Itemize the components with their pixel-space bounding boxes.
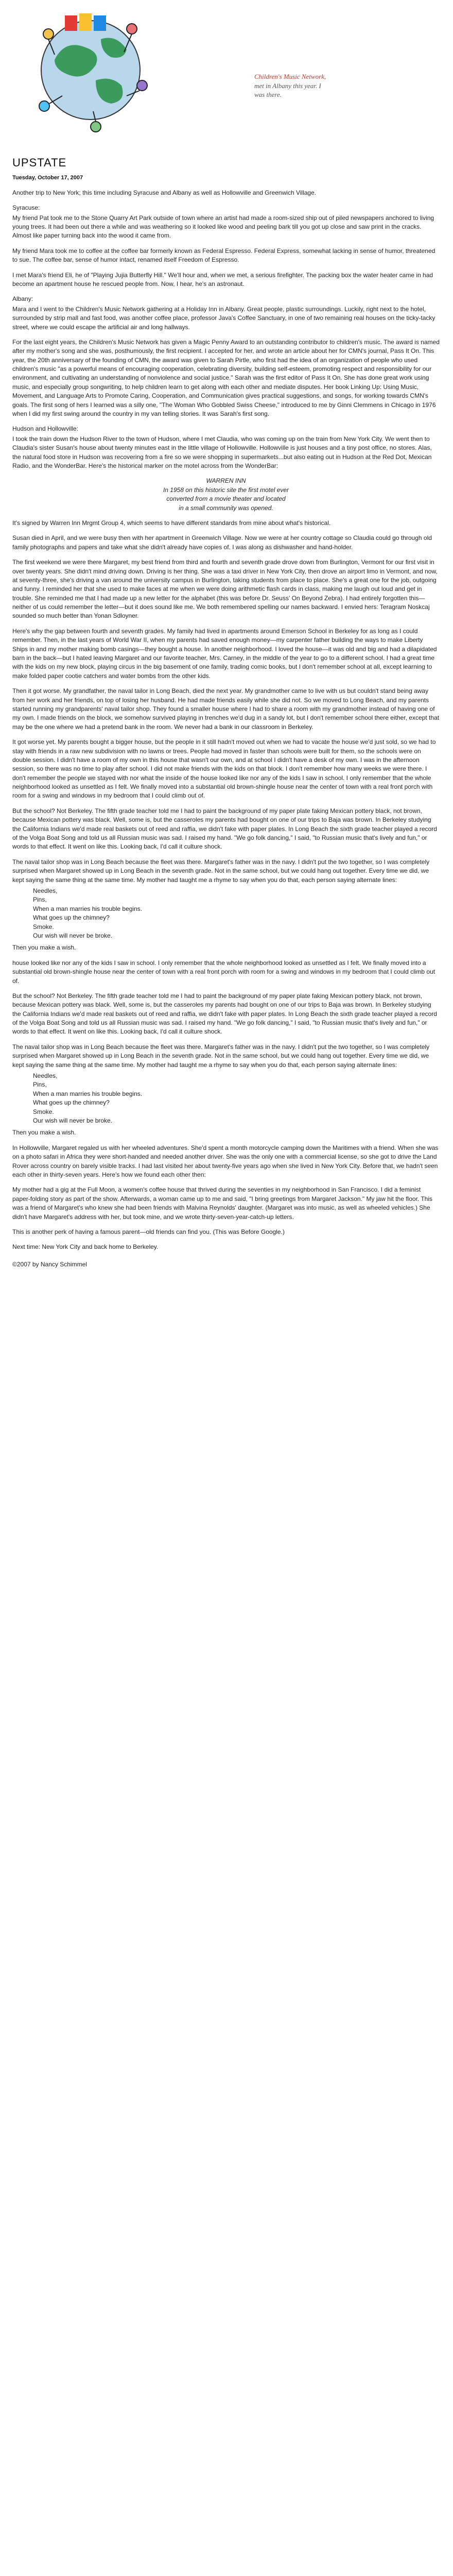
rhyme-line: Our wish will never be broke. <box>33 1116 113 1124</box>
marker-line: In 1958 on this historic site the first motel ever <box>163 486 289 494</box>
paragraph: But the school? Not Berkeley. The fifth grade teacher told me I had to paint the background of my paper plate faking Mexican pottery black, not brown, because Mexican pottery was black. Well, some is, but the casseroles my parents had bought on one of our trips to Baja was brown. In Berkeley studying the California Indians we'd made real baskets out of reed and raffia, we didn't fake with paper plates. In Long Beach the sixth grade teacher played a record of the Volga Boat Song and told us all Russian music was sad. I raised my hand. "We go folk dancing," I said, "to Russian music that's lively and fun," or words to that effect. It went on like this. Looking back, I'd call it culture shock. <box>12 992 437 1036</box>
rhyme-line: Smoke. <box>33 923 54 930</box>
marker-line: converted from a movie theater and located <box>166 495 286 503</box>
rhyme-line: Pins, <box>33 1081 47 1089</box>
paragraph: My friend Pat took me to the Stone Quarry Art Park outside of town where an artist had made a room-sized ship out of piled newspapers anchored to living young trees. It had been out there a while and was weathering so it looked like wood and peeling bark till you got up close and saw print in the cracks. Almost like paper turning back into the wood it came from. <box>12 214 434 240</box>
paragraph: The naval tailor shop was in Long Beach because the fleet was there. Margaret's father was in the navy. I didn't put the two together, so I was completely surprised when Margaret showed up in Long Beach in the seventh grade. Not in the same school, but we could hang out together. Every time we did, we kept saying the same thing at the same time. My mother had taught me a rhyme to say when you do that, each person saying alternate lines: <box>12 1043 430 1069</box>
rhyme-line: What goes up the chimney? <box>33 914 110 922</box>
header <box>12 0 441 155</box>
paragraph: The naval tailor shop was in Long Beach because the fleet was there. Margaret's father was in the navy. I didn't put the two together, so I was completely surprised when Margaret showed up in Long Beach in the seventh grade. Not in the same school, but we could hang out together. Every time we did, we kept saying the same thing at the same time. My mother had taught me a rhyme to say when you do that, each person saying alternate lines: <box>12 858 430 884</box>
paragraph: The first weekend we were there Margaret, my best friend from third and fourth and seventh grade drove down from Burlington, Vermont for our first visit in over twenty years. She didn't mind driving down. Driving is her thing. She was a taxi driver in New York City, then drove an airport limo in Vermont, and now, at seventy-three, she's driving a van around the university campus in Burlington, taking students from place to place. She's a great one for the job, outgoing and funny. I reminded her that she used to make faces at me when we were doing arithmetic flash cards in class, making me laugh out loud and get in trouble. She reminded me that I had made up a new letter for the alphabet (this was before Dr. Seuss' On Beyond Zebra). I had entirely forgotten this—neither of us could remember the letter—but it does sound like me. We both remembered spelling our names backward. I envied hers: Teragram Noskcaj sounded so much better than Yonan Sdloyner. <box>12 558 438 620</box>
paragraph: My friend Mara took me to coffee at the coffee bar formerly known as Federal Espresso. Federal Express, somewhat lacking in sense of humor, threatened to sue. The coffee bar, sense of humor intact, renamed itself Freedom of Espresso. <box>12 247 435 264</box>
paragraph: Susan died in April, and we were busy then with her apartment in Greenwich Village. Now we were at her country cottage so Claudia could go through old family photographs and papers and take what she didn't already have copies of. I was along as dishwasher and hand-holder. <box>12 534 432 551</box>
paragraph: It's signed by Warren Inn Mrgmt Group 4, which seems to have different standards from mine about what's historical. <box>12 519 331 527</box>
marker-line: WARREN INN <box>206 477 246 485</box>
rhyme-line: When a man marries his trouble begins. <box>33 1090 143 1097</box>
tagline-line2: met in Albany this year. I was there. <box>254 81 321 99</box>
rhyme-line: Needles, <box>33 1072 58 1080</box>
rhyme-line: When a man marries his trouble begins. <box>33 905 143 912</box>
paragraph: This is another perk of having a famous parent—old friends can find you. (This was Before Google.) <box>12 1228 285 1235</box>
footer <box>12 1260 441 1269</box>
paragraph: Then you make a wish. <box>12 1129 76 1137</box>
paragraph: I met Mara's friend Eli, he of "Playing Jujia Butterfly Hill." We'll hour and, when we met, a serious firefighter. The packing box the water heater came in had become an apartment house he rescued people from. Now, I hear, he's an astronaut. <box>12 271 433 287</box>
rhyme-list <box>33 1072 441 1125</box>
paragraph: My mother had a gig at the Full Moon, a women's coffee house that thrived during the seventies in my neighborhood in San Francisco. I did a feminist paper-folding story as part of the show. Afterwards, a woman came up to me and said, "I bring greetings from Margaret Jackson." My jaw hit the floor. This was a friend of Margaret's who knew she had been friends with Malvina Reynolds' daughter. (Margaret was into music, as well as wheeled vehicles.) She didn't have Margaret's address with her, but took mine, and we wrote thirty-seven-year-catch-up letters. <box>12 1186 433 1221</box>
paragraph: I took the train down the Hudson River to the town of Hudson, where I met Claudia, who was coming up on the train from New York City. We went then to Claudia's sister Susan's house about twenty minutes east in the little village of Hollowville. Hollowville is just houses and a tiny post office, no stores. Alas, the natural food store in Hudson was recovering from a fire so we were shopping in supermarkets...but also eating out in Hudson at the Red Dot, Mexican Radio, and the WonderBar. Here's the historical marker on the motel across from the WonderBar: <box>12 435 432 469</box>
paragraph: In Hollowville, Margaret regaled us with her wheeled adventures. She'd spent a month motorcycle camping down the Maritimes with a friend. When she was on a photo safari in Africa they were short-handed and needed another driver. She was the only one with a commercial license, so she got to drive the Land Rover across country on barely visible tracks. I had last visited her about twenty-five years ago when she lived in New York City. Before that, we hadn't seen each other in thirty-seven years. Here's how we found each other then: <box>12 1144 439 1178</box>
copyright: ©2007 by Nancy Schimmel <box>12 1260 87 1268</box>
rhyme-line: What goes up the chimney? <box>33 1099 110 1107</box>
section-heading-albany: Albany: <box>12 295 33 303</box>
post-date: Tuesday, October 17, 2007 <box>12 174 83 181</box>
cmn-logo <box>24 3 158 137</box>
paragraph: But the school? Not Berkeley. The fifth grade teacher told me I had to paint the background of my paper plate faking Mexican pottery black, not brown, because Mexican pottery was black. Well, some is, but the casseroles my parents had bought on one of our trips to Baja was brown. In Berkeley studying the California Indians we'd made real baskets out of reed and raffia, we didn't fake with paper plates. In Long Beach the sixth grade teacher played a record of the Volga Boat Song and told us all Russian music was sad. I raised my hand. "We go folk dancing," I said, "to Russian music that's lively and fun," or words to that effect. It went on like this. Looking back, I'd call it culture shock. <box>12 807 437 851</box>
paragraph: Next time: New York City and back home to Berkeley. <box>12 1243 159 1251</box>
post-title: UPSTATE <box>12 156 67 169</box>
paragraph: For the last eight years, the Children's Music Network has given a Magic Penny Award to an outstanding contributor to children's music. The award is named after my mother's song and she was, posthumously, the first recipient. I accepted for her, and wrote an article about her for CMN's journal, Pass It On. This year, the 20th anniversary of the founding of CMN, the award was given to Sarah Pirtle, who first had the idea of an organization of people who used children's music "as a powerful means of encouraging cooperation, celebrating diversity, building self-esteem, promoting respect and responsibility for our environment, and cultivating an understanding of nonviolence and social justice." Sarah was the first editor of Pass It On. She has done great work using music, and especially group songwriting, to help children learn to get along with each other and mediate disputes. Her book Linking Up: Using Music, Movement, and Language Arts to Promote Caring, Cooperation, and Communication gives practical suggestions, and songs, for working towards CMN's goals. The first song of hers I learned was a silly one, "The Woman Who Gobbled Swiss Cheese," introduced to me by Ginni Clemmens in Chicago in 1976 when I did my first swing around the country in my van telling stories. It was Sarah's first song. <box>12 338 440 418</box>
historical-marker <box>12 477 441 513</box>
tagline <box>254 72 332 99</box>
tagline-line1: Children's Music Network, <box>254 73 326 80</box>
rhyme-list <box>33 887 441 940</box>
paragraph: Mara and I went to the Children's Music Network gathering at a Holiday Inn in Albany. Great people, plastic surroundings. Luckily, right next to the hotel, surrounded by strip mall and fast food, was another coffee place, professor Java's Coffee Sanctuary, in one of two remaining real houses on the ticky-tacky street, where we could escape the artificial air and long hallways. <box>12 305 435 331</box>
paragraph: Then you make a wish. <box>12 944 76 952</box>
rhyme-line: Smoke. <box>33 1108 54 1115</box>
marker-line: in a small community was opened. <box>179 504 273 512</box>
paragraph: Then it got worse. My grandfather, the naval tailor in Long Beach, died the next year. My grandmother came to live with us but couldn't stand being away from her work and her friends, on top of losing her husband. He had made friends easily while she did not. So we moved to Long Beach, and my parents started running my grandparents' naval tailor shop. They found a smaller house where I had to share a room with my grandmother instead of having one of my own. I made friends on the block, we somehow survived playing in trenches we'd dug in a sandy lot, but I don't remember school there either, except that may be the one where we had a pretend bank in the room. We never had a bank in our classroom in Berkeley. <box>12 687 440 731</box>
rhyme-line: Pins, <box>33 896 47 904</box>
section-heading-syracuse: Syracuse: <box>12 204 40 212</box>
paragraph: Another trip to New York; this time including Syracuse and Albany as well as Hollowville and Greenwich Village. <box>12 189 317 196</box>
section-heading-hudson: Hudson and Hollowville: <box>12 425 79 433</box>
page <box>0 0 453 1269</box>
rhyme-line: Our wish will never be broke. <box>33 931 113 939</box>
paragraph: Here's why the gap between fourth and seventh grades. My family had lived in apartments around Emerson School in Berkeley for as long as I could remember. Then, in the last years of World War II, when my parents had saved enough money—my carpenter father building the ways to make Liberty Ships in and my mother making bomb casings—they bought a house. In another neighborhood. I loved the house—it was old and big and had a dilapidated barn in the back—but I hated leaving Margaret and our favorite teacher, Mrs. Carney, in the middle of the year to go to a different school. I had a great time with the kids on my new block, playing circus in the big basement of one family, trading comic books, but I don't remember school at all, except learning to make folded paper cootie catchers and water bombs from the other kids. <box>12 627 437 680</box>
paragraph: house looked like nor any of the kids I saw in school. I only remember that the whole neighborhood looked as unsettled as I felt. We finally moved into a substantial old brown-shingle house near the center of town with a real front porch with room for a swing and windows in my bedroom that I could climb out of. <box>12 959 435 985</box>
paragraph: It got worse yet. My parents bought a bigger house, but the people in it still hadn't moved out when we had to vacate the house we'd just sold, so we had to stay with friends in a raw new subdivision with no lawns or trees. People had moved in faster than schools were built for them, so the schools were on double session. I didn't have a room of my own in this house that wasn't our own, and at school I didn't have a desk of my own. I was in the afternoon session, so there was no time to play after school. I did not make friends with the kids on that block. I don't remember how many weeks we were there. I don't remember the people we stayed with nor what the inside of the house looked like nor any of the kids I saw in school. I only remember that the whole neighborhood looked as unsettled as I felt. We finally moved into a substantial old brown-shingle house near the center of town with a real front porch with room for a swing and windows in my bedroom that I could climb out of. <box>12 738 436 800</box>
rhyme-line: Needles, <box>33 887 58 894</box>
